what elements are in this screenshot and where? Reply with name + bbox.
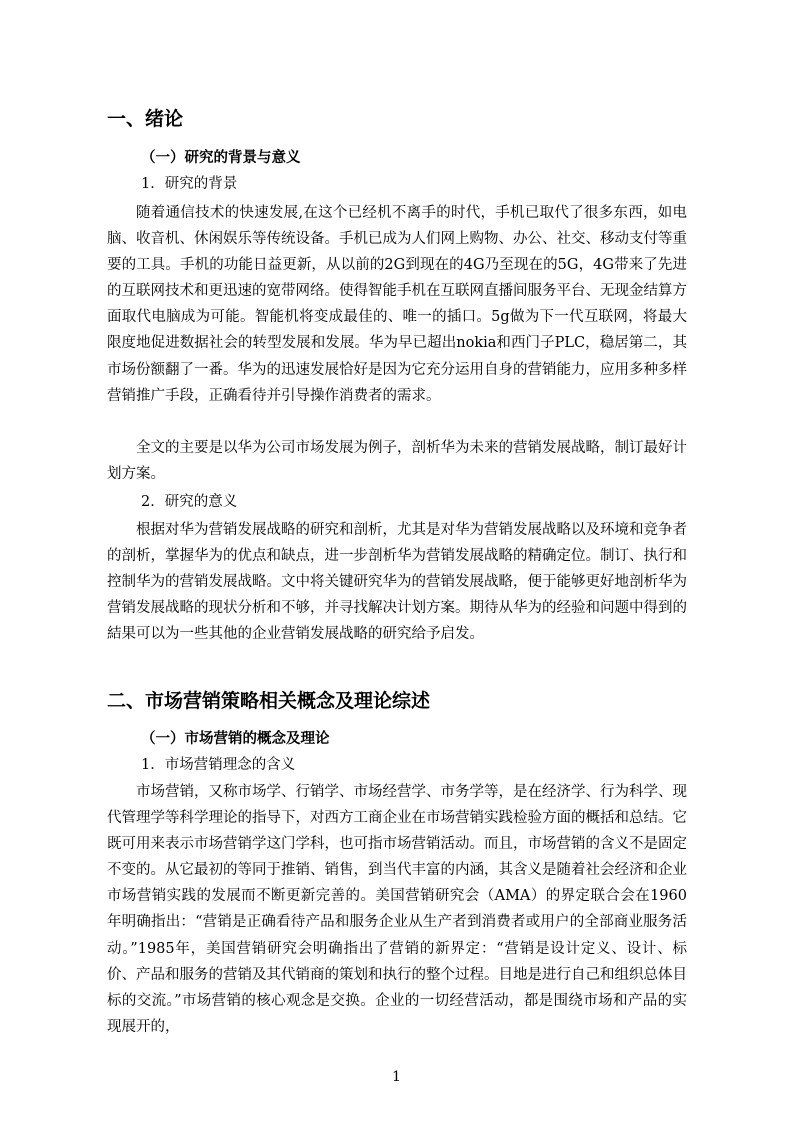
section2-heading: 二、市场营销策略相关概念及理论综述 [107, 690, 431, 712]
section1-item2-title: 2．研究的意义 [141, 494, 238, 510]
section1-paragraph-1: 随着通信技术的快速发展,在这个已经机不离手的时代，手机已取代了很多东西，如电脑、收音机、休闲娱乐等传统设备。手机已成为人们网上购物、办公、社交、移动支付等重要的工具。手机的功能日益更新，从以前的2G到现在的4G乃至现在的5G，4G带来了先进的互联网技术和更迅速的宽带网络。使得智能手机在互联网直播间服务平台、无现金结算方面取代电脑成为可能。智能机将变成最佳的、唯一的插口。5g做为下一代互联网，将最大限度地促进数据社会的转型发展和发展。华为早已超出nokia和西门子PLC，稳居第二，其市场份额翻了一番。华为的迅速发展恰好是因为它充分运用自身的营销能力，应用多种多样营销推广手段，正确看待并引导操作消费者的需求。 [107, 205, 687, 404]
section2-paragraph-1: 市场营销，又称市场学、行销学、市场经营学、市务学等，是在经济学、行为科学、现代管理学等科学理论的指导下，对西方工商企业在市场营销实践检验方面的概括和总结。它既可用来表示市场营销学这门学科，也可指市场营销活动。而且，市场营销的含义不是固定不变的。从它最初的等同于推销、销售，到当代丰富的内涵，其含义是随着社会经济和企业市场营销实践的发展而不断更新完善的。美国营销研究会（AMA）的界定联合会在1960年明确指出：“营销是正确看待产品和服务企业从生产者到消费者或用户的全部商业服务活动。”1985年，美国营销研究会明确指出了营销的新界定：“营销是设计定义、设计、标价、产品和服务的营销及其代销商的策划和执行的整个过程。目地是进行自己和组织总体目标的交流。”市场营销的核心观念是交换。企业的一切经营活动，都是围绕市场和产品的实现展开的， [107, 784, 687, 1035]
section2-item1-title: 1．市场营销理念的含义 [141, 757, 296, 773]
page-number: 1 [392, 1069, 401, 1085]
section1-subheading: （一）研究的背景与意义 [141, 150, 301, 166]
section1-paragraph-3: 根据对华为营销发展战略的研究和剖析，尤其是对华为营销发展战略以及环境和竞争者的剖析，掌握华为的优点和缺点，进一步剖析华为营销发展战略的精确定位。制订、执行和控制华为的营销发展战略。文中将关键研究华为的营销发展战略，便于能够更好地剖析华为营销发展战略的现状分析和不够，并寻找解决计划方案。期待从华为的经验和问题中得到的結果可以为一些其他的企业营销发展战略的研究给予启发。 [107, 522, 687, 643]
section1-paragraph-2: 全文的主要是以华为公司市场发展为例子，剖析华为未来的营销发展战略，制订最好计划方案。 [107, 440, 687, 483]
section1-heading: 一、绪论 [107, 108, 184, 130]
section2-subheading: （一）市场营销的概念及理论 [141, 731, 330, 747]
section1-item1-title: 1．研究的背景 [141, 176, 238, 192]
